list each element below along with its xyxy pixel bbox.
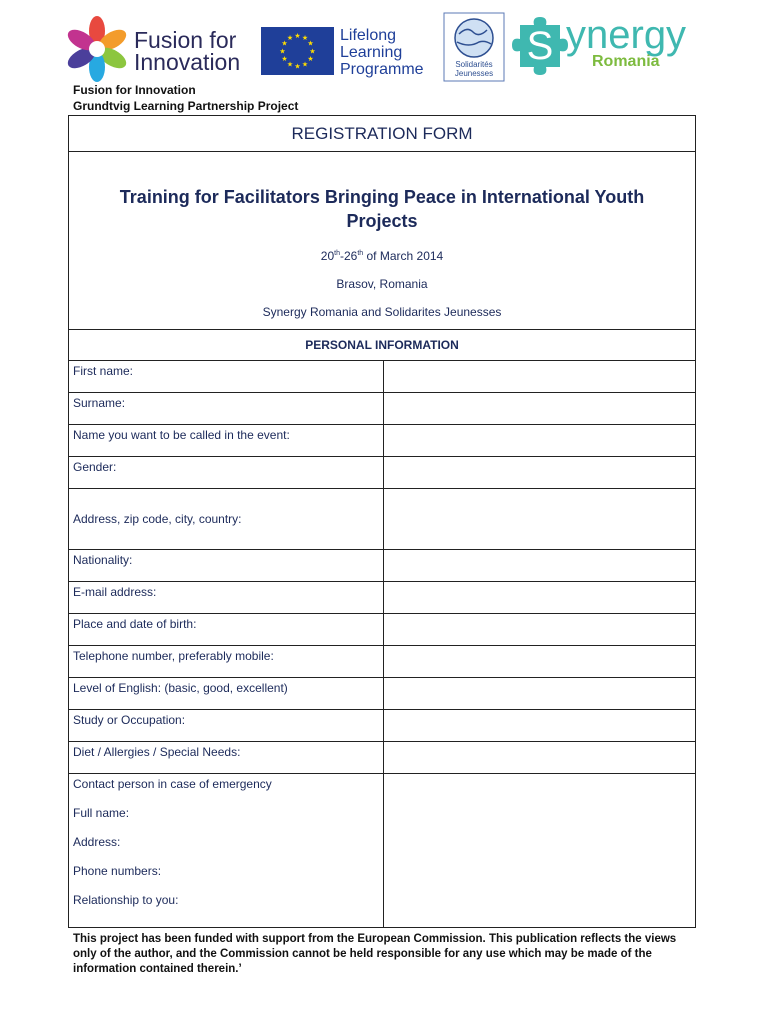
emergency-phone-label: Phone numbers: [73, 864, 162, 878]
synergy-romania: Romania [592, 53, 660, 70]
svg-text:★: ★ [286, 34, 294, 42]
synergy-logo [510, 13, 730, 77]
fusion-logo-line2: Innovation [134, 49, 241, 75]
field-label-birth: Place and date of birth: [69, 614, 384, 646]
field-label-nationality: Nationality: [69, 550, 384, 582]
svg-text:★: ★ [294, 32, 301, 40]
lifelong-line1: Lifelong [340, 27, 397, 44]
field-label-address: Address, zip code, city, country: [69, 489, 384, 550]
field-label-surname: Surname: [69, 393, 384, 425]
event-title: Training for Facilitators Bringing Peace in International Youth Projects [119, 187, 645, 231]
svg-text:★: ★ [309, 47, 316, 56]
field-input-diet[interactable] [384, 742, 696, 774]
emergency-relationship-label: Relationship to you: [73, 893, 179, 907]
synergy-word: ynergy [566, 13, 687, 57]
field-label-first-name: First name: [69, 361, 384, 393]
eu-lifelong-logo [261, 27, 431, 77]
lifelong-line3: Programme [340, 61, 424, 78]
project-name: Grundtvig Learning Partnership Project [73, 99, 299, 113]
event-organizers: Synergy Romania and Solidarites Jeunesses [262, 305, 502, 319]
field-input-email[interactable] [384, 582, 696, 614]
svg-text:★: ★ [286, 60, 294, 69]
solidarites-line2: Jeunesses [454, 69, 494, 78]
form-row [69, 425, 696, 457]
event-date: 20th-26th of March 2014 [320, 249, 444, 263]
org-header [73, 82, 298, 114]
field-input-gender[interactable] [384, 457, 696, 489]
form-row [69, 646, 696, 678]
field-input-birth[interactable] [384, 614, 696, 646]
form-row-emergency [69, 774, 696, 928]
logo-bar [0, 0, 768, 84]
form-row [69, 550, 696, 582]
field-input-emergency-contact[interactable] [384, 774, 696, 928]
field-label-english-level: Level of English: (basic, good, excellent) [69, 678, 384, 710]
field-input-first-name[interactable] [384, 361, 696, 393]
solidarites-logo [443, 12, 505, 82]
form-row [69, 742, 696, 774]
fusion-logo [62, 15, 257, 83]
field-label-email: E-mail address: [69, 582, 384, 614]
form-row [69, 393, 696, 425]
field-input-telephone[interactable] [384, 646, 696, 678]
field-label-gender: Gender: [69, 457, 384, 489]
eu-flag-icon [261, 27, 334, 75]
form-title: REGISTRATION FORM [69, 116, 696, 152]
solidarites-line1: Solidarités [455, 60, 493, 69]
emergency-full-name-label: Full name: [73, 806, 130, 820]
field-label-occupation: Study or Occupation: [69, 710, 384, 742]
puzzle-piece-icon [510, 17, 570, 75]
field-label-telephone: Telephone number, preferably mobile: [69, 646, 384, 678]
form-row [69, 457, 696, 489]
lifelong-line2: Learning [340, 44, 403, 61]
field-input-nationality[interactable] [384, 550, 696, 582]
field-input-surname[interactable] [384, 393, 696, 425]
field-input-occupation[interactable] [384, 710, 696, 742]
svg-text:★: ★ [281, 39, 288, 48]
field-input-address[interactable] [384, 489, 696, 550]
emergency-heading: Contact person in case of emergency [73, 777, 272, 791]
svg-text:★: ★ [294, 62, 301, 71]
field-label-nickname: Name you want to be called in the event: [69, 425, 384, 457]
fusion-logo-line1: Fusion for [134, 27, 237, 53]
form-row [69, 361, 696, 393]
event-location: Brasov, Romania [336, 277, 428, 291]
svg-text:★: ★ [301, 60, 309, 69]
field-input-english-level[interactable] [384, 678, 696, 710]
svg-text:★: ★ [301, 34, 309, 42]
funding-disclaimer: This project has been funded with support from the European Commission. This publication reflects the views only of the author, and the Commission cannot be held responsible for any use which may be made of the information contained therein.’ [73, 933, 677, 975]
registration-form [68, 115, 696, 928]
section-personal-information: PERSONAL INFORMATION [69, 330, 696, 361]
form-row [69, 678, 696, 710]
event-info [69, 152, 696, 330]
form-row [69, 710, 696, 742]
form-row [69, 489, 696, 550]
form-row [69, 614, 696, 646]
org-name: Fusion for Innovation [73, 83, 196, 97]
form-row [69, 582, 696, 614]
svg-text:★: ★ [307, 39, 314, 48]
svg-text:★: ★ [281, 55, 288, 63]
svg-text:★: ★ [307, 55, 314, 63]
synergy-s-letter: S [526, 24, 554, 68]
emergency-address-label: Address: [73, 835, 121, 849]
field-input-nickname[interactable] [384, 425, 696, 457]
fusion-swirl-icon [62, 15, 132, 83]
emergency-contact-labels [69, 774, 384, 928]
field-label-diet: Diet / Allergies / Special Needs: [69, 742, 384, 774]
svg-text:★: ★ [279, 47, 286, 56]
